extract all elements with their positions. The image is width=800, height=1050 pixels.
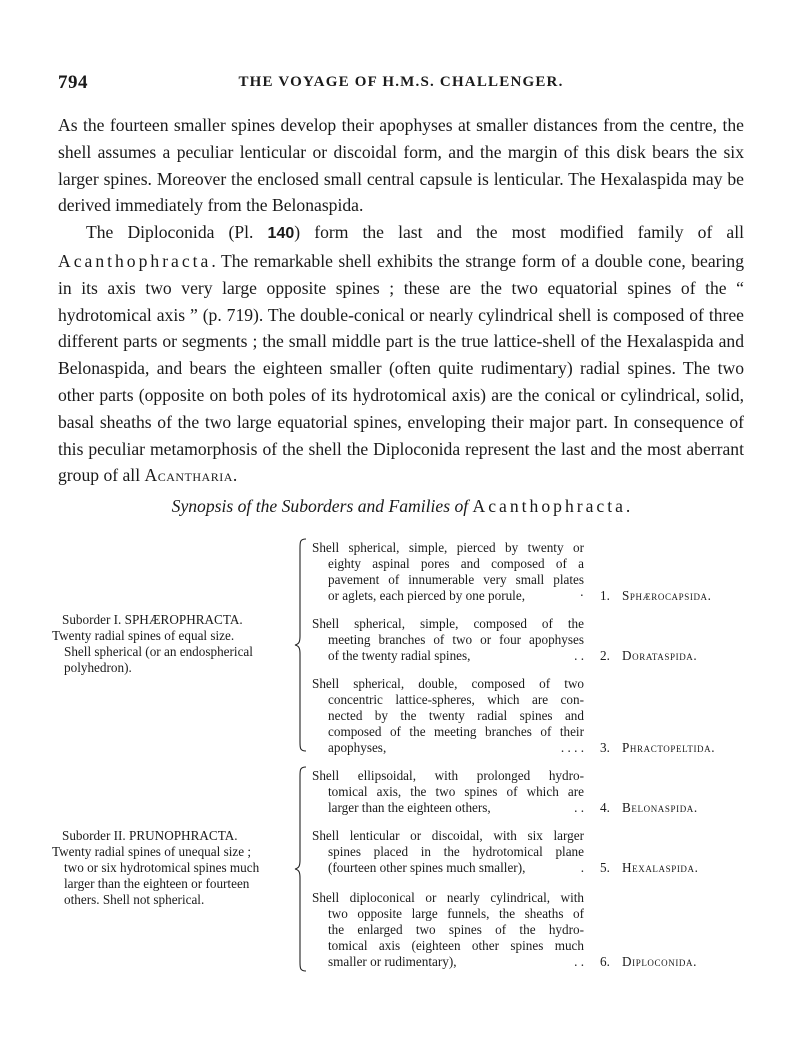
leader-dots: . .	[574, 648, 584, 663]
suborder-line: Suborder I. SPHÆROPHRACTA.	[62, 612, 243, 627]
leader-dots: ·	[579, 588, 584, 603]
family-label-5	[600, 860, 699, 876]
family-number: 6.	[600, 954, 610, 969]
paragraph-2-part-d: .	[232, 465, 238, 486]
suborder-line: Twenty radial spines of equal size.	[52, 628, 235, 643]
family-description-5	[312, 828, 584, 876]
family-label-6	[600, 954, 697, 970]
family-line: apophyses,	[328, 740, 387, 755]
family-line: the enlarged two spines of the hydro-	[328, 922, 584, 937]
acanthophracta-term: Acanthophracta	[58, 250, 212, 271]
family-line: Shell spherical, double, composed of two	[312, 676, 584, 691]
family-name: Sphærocapsida.	[622, 588, 712, 603]
family-line: two opposite large funnels, the sheaths of	[328, 906, 584, 921]
suborder-line: larger than the eighteen or fourteen	[64, 876, 250, 891]
suborder-line: others. Shell not spherical.	[64, 892, 205, 907]
synopsis-title-group: Acanthophracta	[472, 496, 626, 516]
acantharia-term: Acantharia	[144, 465, 233, 486]
paragraph-1: As the fourteen smaller spines develop their apophyses at smaller distances from the centre, the shell assumes a peculiar lenticular or discoidal form, and the margin of this disk bears the six larger spines. Moreover the enclosed small central capsule is lenticular. The Hexalaspida may be derived immediately from the Belonaspida.	[58, 115, 744, 216]
family-number: 4.	[600, 800, 610, 815]
family-number: 3.	[600, 740, 610, 755]
suborder-line: polyhedron).	[64, 660, 132, 675]
leader-dots: . .	[574, 954, 584, 969]
paragraph-2	[58, 219, 744, 489]
family-line: meeting branches of two or four apophyses	[328, 632, 584, 647]
family-line: Shell diploconical or nearly cylindrical, with	[312, 890, 584, 905]
page-header	[58, 72, 744, 96]
family-description-1	[312, 540, 584, 604]
family-line: of the twenty radial spines,	[328, 648, 471, 663]
family-description-4	[312, 768, 584, 816]
family-number: 5.	[600, 860, 610, 875]
family-line: concentric lattice-spheres, which are con-	[328, 692, 584, 707]
family-label-3	[600, 740, 715, 756]
running-title: THE VOYAGE OF H.M.S. CHALLENGER.	[238, 74, 564, 90]
family-line: spines placed in the hydrotomical plane	[328, 844, 584, 859]
synopsis-title	[58, 496, 744, 517]
suborder-line: Twenty radial spines of unequal size ;	[52, 844, 252, 859]
leader-dots: .	[580, 860, 584, 875]
family-line: pavement of innumerable very small plates	[328, 572, 584, 587]
suborder-line: Shell spherical (or an endospherical	[64, 644, 253, 659]
brace-graphic	[294, 538, 308, 752]
family-name: Hexalaspida.	[622, 860, 699, 875]
family-line: tomical axis, the two spines of which are	[328, 784, 584, 799]
plate-number: 140	[267, 225, 295, 243]
suborder-prunophracta	[52, 828, 296, 908]
brace-suborder-2	[294, 766, 308, 972]
leader-dots: . .	[574, 800, 584, 815]
family-line: smaller or rudimentary),	[328, 954, 457, 969]
synopsis-title-italic: Synopsis of the Suborders and Families of	[171, 496, 469, 516]
family-line: eighty aspinal pores and composed of a	[328, 556, 584, 571]
family-description-6	[312, 890, 584, 970]
family-line: or aglets, each pierced by one porule,	[328, 588, 525, 603]
family-line: Shell spherical, simple, composed of the	[312, 616, 584, 631]
family-label-4	[600, 800, 698, 816]
family-name: Diploconida.	[622, 954, 698, 969]
suborder-line: Suborder II. PRUNOPHRACTA.	[62, 828, 238, 843]
family-name: Belonaspida.	[622, 800, 698, 815]
family-line: Shell ellipsoidal, with prolonged hydro-	[312, 768, 584, 783]
suborder-sphaerophracta	[52, 612, 296, 676]
paragraph-2-part-b: ) form the last and the most modified family of all	[294, 222, 744, 243]
synopsis-title-end: .	[625, 496, 631, 516]
family-number: 2.	[600, 648, 610, 663]
suborder-line: two or six hydrotomical spines much	[64, 860, 260, 875]
family-label-2	[600, 648, 697, 664]
family-number: 1.	[600, 588, 610, 603]
body-text	[58, 112, 744, 489]
family-line: Shell spherical, simple, pierced by twenty or	[312, 540, 584, 555]
paragraph-2-part-a: The Diploconida (Pl.	[86, 222, 268, 243]
leader-dots: . . . .	[560, 740, 584, 755]
family-line: (fourteen other spines much smaller),	[328, 860, 526, 875]
brace-graphic	[294, 766, 308, 972]
family-label-1	[600, 588, 712, 604]
family-line: nected by the twenty radial spines and	[328, 708, 584, 723]
family-line: composed of the meeting branches of their	[328, 724, 584, 739]
family-line: Shell lenticular or discoidal, with six larger	[312, 828, 584, 843]
family-description-3	[312, 676, 584, 756]
family-line: tomical axis (eighteen other spines much	[328, 938, 584, 953]
brace-suborder-1	[294, 538, 308, 752]
family-description-2	[312, 616, 584, 664]
family-line: larger than the eighteen others,	[328, 800, 491, 815]
paragraph-2-part-c: . The remarkable shell exhibits the strange form of a double cone, bearing in its axis two very large opposite spines ; these are the two equatorial spines of the “ hydrotomical axis ” (p. 719). The double-conical or nearly cylindrical shell is composed of three different parts or segments ; the small middle part is the true lattice-shell of the Hexalaspida and Belonaspida, and bears the eighteen smaller (often quite rudimentary) radial spines. The two other parts (opposite on both poles of its hydrotomical axis) are the conical or cylindrical, solid, basal sheaths of the two large equatorial spines, enveloping their major part. In consequence of this peculiar metamorphosis of the shell the Diploconida represent the last and the most aberrant group of all	[58, 250, 744, 486]
page-number: 794	[58, 72, 88, 93]
family-name: Dorataspida.	[622, 648, 698, 663]
family-name: Phractopeltida.	[622, 740, 716, 755]
